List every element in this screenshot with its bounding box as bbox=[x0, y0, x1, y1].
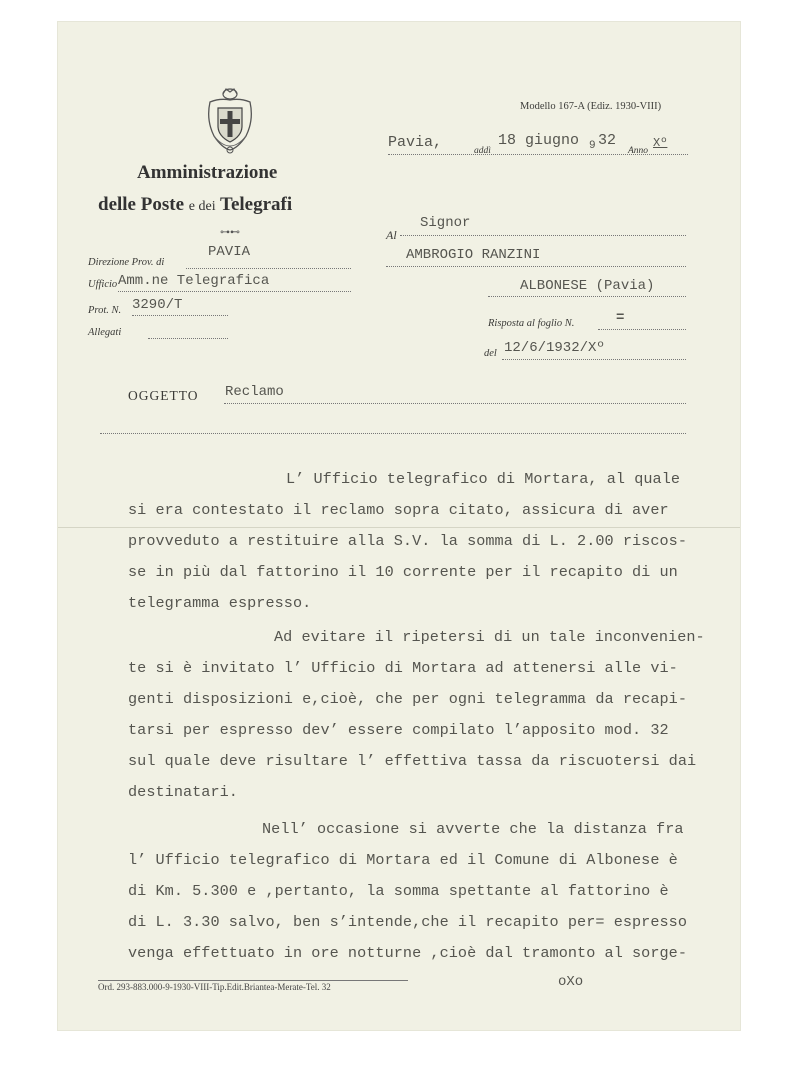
recipient-place: ALBONESE (Pavia) bbox=[520, 278, 655, 294]
date-separator: 9 bbox=[589, 140, 596, 152]
org-heading-line2 bbox=[98, 194, 292, 216]
body-line: provveduto a restituire alla S.V. la somma di L. 2.00 riscos- bbox=[128, 532, 688, 550]
recipient-name: AMBROGIO RANZINI bbox=[406, 247, 541, 263]
body-line: destinatari. bbox=[128, 783, 238, 801]
coat-of-arms-icon bbox=[204, 86, 256, 156]
recipient-title-dotted-line bbox=[400, 235, 686, 236]
org-heading-part-a: delle Poste bbox=[98, 194, 185, 215]
body-line: di L. 3.30 salvo, ben s’intende,che il recapito per= espresso bbox=[128, 913, 688, 931]
direzione-value: PAVIA bbox=[208, 244, 251, 260]
del-label: del bbox=[484, 348, 497, 359]
body-line: l’ Ufficio telegrafico di Mortara ed il Comune di Albonese è bbox=[128, 851, 678, 869]
model-number: Modello 167-A (Ediz. 1930-VIII) bbox=[520, 101, 662, 112]
ornament: ⊶⊷ bbox=[220, 227, 240, 238]
direzione-label: Direzione Prov. di bbox=[88, 257, 165, 268]
org-heading-part-b: e dei bbox=[188, 199, 216, 214]
recipient-name-dotted-line bbox=[386, 266, 686, 267]
allegati-dotted-line bbox=[148, 338, 228, 339]
subject-dotted-line bbox=[224, 403, 686, 404]
del-value: 12/6/1932/Xº bbox=[504, 340, 605, 356]
print-order: Ord. 293-883.000-9-1930-VIII-Tip.Edit.Briantea-Merate-Tel. 32 bbox=[98, 982, 331, 992]
body-line: telegramma espresso. bbox=[128, 594, 312, 612]
risposta-value: = bbox=[616, 310, 625, 326]
body-line: tarsi per espresso dev’ essere compilato l’apposito mod. 32 bbox=[128, 721, 669, 739]
ufficio-dotted-line bbox=[118, 291, 351, 292]
body-line: venga effettuato in ore notturne ,cioè dal tramonto al sorge- bbox=[128, 944, 688, 962]
risposta-dotted-line bbox=[598, 329, 686, 330]
del-dotted-line bbox=[502, 359, 686, 360]
place-city: Pavia, bbox=[388, 134, 443, 151]
ufficio-value: Amm.ne Telegrafica bbox=[118, 273, 270, 289]
date-era: Xº bbox=[653, 136, 668, 150]
date-dotted-line bbox=[388, 154, 688, 155]
org-heading-line1: Amministrazione bbox=[137, 162, 278, 183]
body-line: sul quale deve risultare l’ effettiva tassa da riscuotersi dai bbox=[128, 752, 697, 770]
prot-dotted-line bbox=[132, 315, 228, 316]
body-line: genti disposizioni e,cioè, che per ogni telegramma da recapi- bbox=[128, 690, 688, 708]
subject-label: OGGETTO bbox=[128, 388, 199, 403]
addi-label: addì bbox=[474, 146, 491, 156]
prot-label: Prot. N. bbox=[88, 305, 122, 316]
date-day-month: 18 giugno bbox=[498, 132, 580, 149]
body-line: Ad evitare il ripetersi di un tale inconvenien- bbox=[274, 628, 705, 646]
anno-label: Anno bbox=[628, 146, 649, 156]
recipient-title: Signor bbox=[420, 215, 471, 231]
org-heading-part-c: Telegrafi bbox=[220, 194, 293, 215]
prot-value: 3290/T bbox=[132, 297, 183, 313]
allegati-label: Allegati bbox=[88, 327, 122, 338]
body-line: si era contestato il reclamo sopra citato, assicura di aver bbox=[128, 501, 669, 519]
body-line: Nell’ occasione si avverte che la distanza fra bbox=[262, 820, 684, 838]
al-label: Al bbox=[386, 228, 397, 242]
continued-mark: oXo bbox=[558, 974, 584, 990]
letter-sheet bbox=[58, 22, 740, 1030]
body-line: di Km. 5.300 e ,pertanto, la somma spettante al fattorino è bbox=[128, 882, 669, 900]
footer-rule bbox=[98, 980, 408, 981]
body-line: se in più dal fattorino il 10 corrente per il recapito di un bbox=[128, 563, 678, 581]
subject-dotted-line-2 bbox=[100, 433, 686, 434]
subject-value: Reclamo bbox=[225, 384, 284, 400]
risposta-label: Risposta al foglio N. bbox=[488, 318, 575, 329]
direzione-dotted-line bbox=[186, 268, 351, 269]
ufficio-label: Ufficio bbox=[88, 279, 118, 290]
body-line: L’ Ufficio telegrafico di Mortara, al quale bbox=[286, 470, 681, 488]
date-year: 32 bbox=[598, 132, 617, 149]
recipient-place-dotted-line bbox=[488, 296, 686, 297]
body-line: te si è invitato l’ Ufficio di Mortara ad attenersi alle vi- bbox=[128, 659, 678, 677]
